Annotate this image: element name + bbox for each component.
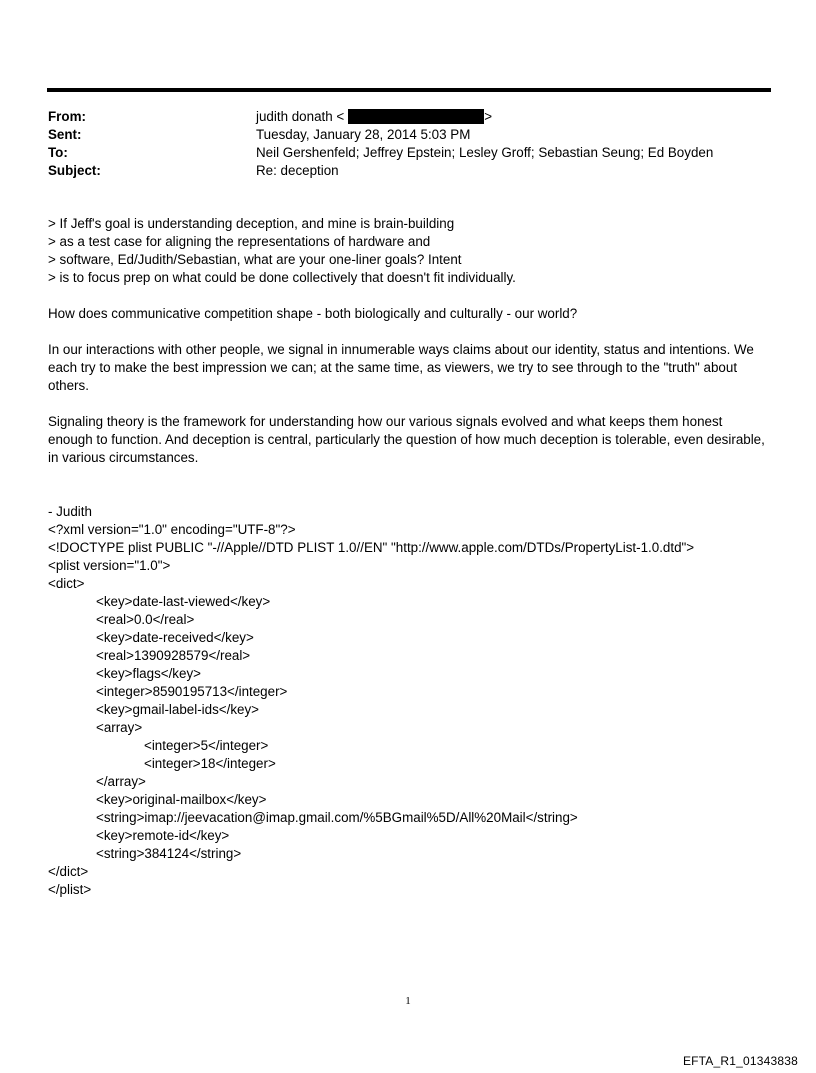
page-number: 1	[405, 995, 411, 1007]
xml-line: <string>384124</string>	[96, 846, 242, 861]
xml-line: <integer>18</integer>	[144, 756, 276, 771]
email-body	[48, 215, 768, 899]
xml-line: <integer>5</integer>	[144, 738, 269, 753]
header-divider	[47, 88, 771, 92]
xml-line: <dict>	[48, 576, 85, 591]
paragraph-text: In our interactions with other people, we signal in innumerable ways claims about our identity, status and intentions. We each try to make the best impression we can; at the same time, as viewers, we try to see through to the "truth" about others.	[48, 342, 754, 393]
subject-label: Subject:	[48, 163, 101, 178]
xml-line: <key>flags</key>	[96, 666, 201, 681]
sent-label: Sent:	[48, 127, 82, 142]
quote-line: > software, Ed/Judith/Sebastian, what are your one-liner goals? Intent	[48, 252, 462, 267]
redaction-block	[348, 109, 484, 124]
quote-line: > as a test case for aligning the representations of hardware and	[48, 234, 431, 249]
xml-line: <key>date-last-viewed</key>	[96, 594, 271, 609]
paragraph-1	[48, 305, 768, 323]
sent-value: Tuesday, January 28, 2014 5:03 PM	[256, 127, 471, 142]
from-row	[48, 108, 768, 126]
quote-line: > is to focus prep on what could be done collectively that doesn't fit individually.	[48, 270, 516, 285]
from-label: From:	[48, 109, 86, 124]
email-header	[48, 108, 768, 180]
signature: - Judith	[48, 504, 92, 519]
xml-line: <key>gmail-label-ids</key>	[96, 702, 260, 717]
paragraph-text: How does communicative competition shape - both biologically and culturally - our world?	[48, 306, 578, 321]
xml-line: <array>	[96, 720, 143, 735]
from-tail: >	[484, 109, 493, 124]
xml-line: <?xml version="1.0" encoding="UTF-8"?>	[48, 522, 296, 537]
xml-line: <key>remote-id</key>	[96, 828, 230, 843]
xml-line: <plist version="1.0">	[48, 558, 171, 573]
quote-line: > If Jeff's goal is understanding deception, and mine is brain-building	[48, 216, 455, 231]
xml-line: <key>original-mailbox</key>	[96, 792, 267, 807]
xml-line: <!DOCTYPE plist PUBLIC "-//Apple//DTD PLIST 1.0//EN" "http://www.apple.com/DTDs/PropertyList-1.0.dtd">	[48, 540, 695, 555]
from-sender: judith donath <	[256, 109, 345, 124]
xml-line: <string>imap://jeevacation@imap.gmail.com/%5BGmail%5D/All%20Mail</string>	[96, 810, 578, 825]
to-label: To:	[48, 145, 68, 160]
quoted-text	[48, 215, 768, 287]
paragraph-3	[48, 413, 768, 467]
xml-line: </array>	[96, 774, 146, 789]
document-id: EFTA_R1_01343838	[682, 1054, 798, 1068]
to-row	[48, 144, 768, 162]
xml-line: </plist>	[48, 882, 92, 897]
xml-line: <real>0.0</real>	[96, 612, 195, 627]
sent-row	[48, 126, 768, 144]
subject-value: Re: deception	[256, 163, 339, 178]
plist-block	[48, 503, 768, 899]
subject-row	[48, 162, 768, 180]
xml-line: </dict>	[48, 864, 89, 879]
xml-line: <key>date-received</key>	[96, 630, 254, 645]
to-value: Neil Gershenfeld; Jeffrey Epstein; Lesley Groff; Sebastian Seung; Ed Boyden	[256, 145, 714, 160]
xml-line: <real>1390928579</real>	[96, 648, 251, 663]
from-value	[256, 108, 768, 126]
paragraph-2	[48, 341, 768, 395]
xml-line: <integer>8590195713</integer>	[96, 684, 288, 699]
paragraph-text: Signaling theory is the framework for understanding how our various signals evolved and what keeps them honest enough to function. And deception is central, particularly the question of how much deception is tolerable, even desirable, in various circumstances.	[48, 414, 765, 465]
